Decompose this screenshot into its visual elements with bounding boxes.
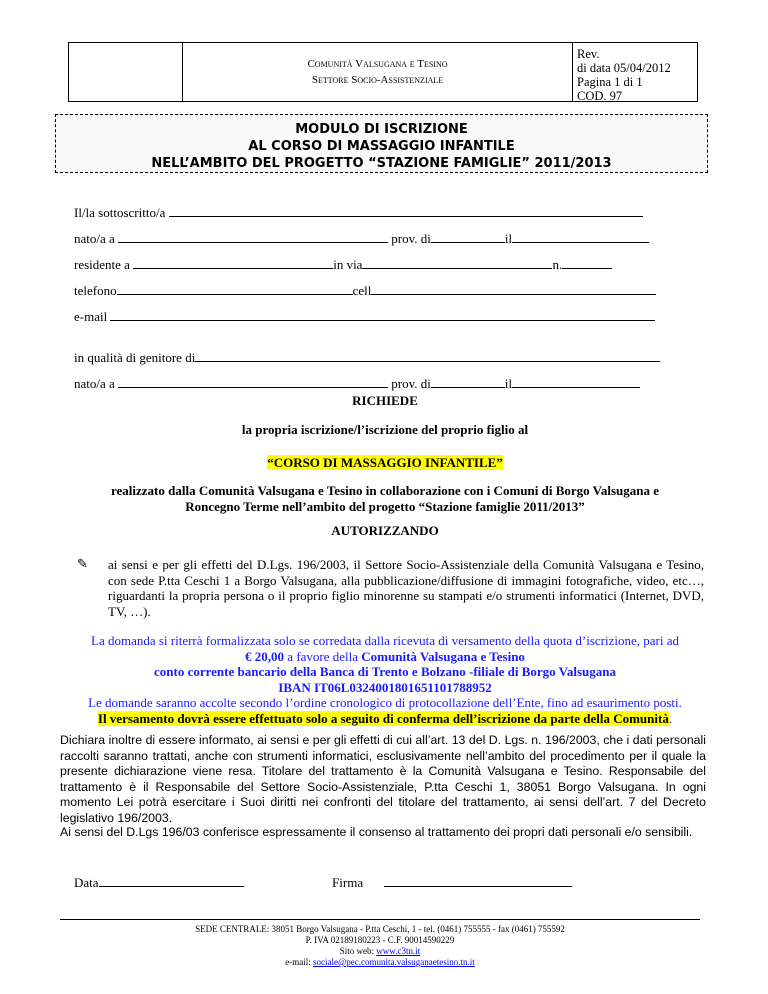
autorizzando-heading: AUTORIZZANDO <box>331 523 439 538</box>
genitore-input[interactable] <box>195 350 660 362</box>
payment-order: Le domande saranno accolte secondo l’ordine cronologico di protocollazione dell’Ente, fino ad esaurimento posti. <box>88 695 682 710</box>
website-link[interactable]: www.c3tn.it <box>376 946 421 956</box>
footer-address: SEDE CENTRALE: 38051 Borgo Valsugana - P.tta Ceschi, 1 - tel. (0461) 755555 - fax (0461) 755592 <box>195 924 565 934</box>
email-input[interactable] <box>110 309 655 321</box>
prov-label: prov. di <box>391 231 431 246</box>
nato-label: nato/a a <box>74 231 115 246</box>
payment-iban: IBAN IT06L0324001801651101788952 <box>278 679 492 695</box>
email-label: e-mail <box>74 309 108 324</box>
consent-text: Ai sensi del D.Lgs 196/03 conferisce espressamente il consenso al trattamento dei propri dati personali e/o sensibili. <box>60 825 693 839</box>
org-name: Comunità Valsugana e Tesino <box>307 58 448 70</box>
email-link[interactable]: sociale@pec.comunita.valsuganaetesino.tn.it <box>313 957 475 967</box>
revision-cell <box>573 43 697 101</box>
payment-warning: Il versamento dovrà essere effettuato solo a seguito di conferma dell’iscrizione da parte della Comunità. <box>97 710 673 726</box>
payment-line-1: La domanda si riterrà formalizzata solo se corredata dalla ricevuta di versamento della quota d’iscrizione, pari ad <box>91 633 679 648</box>
field-row-residenza <box>74 257 674 273</box>
footer <box>60 919 700 968</box>
civico-label: n. <box>552 257 563 272</box>
prov2-label: prov. di <box>391 376 431 391</box>
date-input[interactable] <box>512 231 649 243</box>
via-input[interactable] <box>362 257 552 269</box>
telefono-input[interactable] <box>117 283 353 295</box>
prov-input[interactable] <box>431 231 505 243</box>
signature-row <box>74 875 674 891</box>
nato2-label: nato/a a <box>74 376 115 391</box>
footer-tax: P. IVA 02189180223 - C.F. 90014590229 <box>305 935 455 945</box>
payment-line-2: € 20,00 a favore della Comunità Valsugana e Tesino <box>245 648 525 664</box>
il2-label: il <box>504 376 513 391</box>
page-number: Pagina 1 di 1 <box>577 75 643 89</box>
footer-email: e-mail: sociale@pec.comunita.valsuganaetesino.tn.it <box>285 957 475 967</box>
autorizzando-text: ai sensi e per gli effetti del D.Lgs. 196/2003, il Settore Socio-Assistenziale della Comunità Valsugana e Tesino, con sede P.tta Ceschi 1 a Borgo Valsugana, alla pubblicazione/diffusione di immagini fotografiche, video, etc…, riguardanti la propria persona o il proprio figlio minorenne su stampati e/o strumenti informatici (Internet, DVD, TV, …). <box>108 557 704 619</box>
telefono-label: telefono <box>74 283 117 298</box>
logo-cell <box>69 43 183 101</box>
residente-input[interactable] <box>133 257 333 269</box>
field-row-email <box>74 309 674 325</box>
course-name: “CORSO DI MASSAGGIO INFANTILE” <box>267 455 503 470</box>
title-line-3: NELL’AMBITO DEL PROGETTO “STAZIONE FAMIGLIE” 2011/2013 <box>151 156 612 171</box>
rev-label: Rev. <box>577 47 600 61</box>
field-row-telefono <box>74 283 674 299</box>
data-label: Data <box>74 875 99 890</box>
cell-input[interactable] <box>371 283 656 295</box>
sottoscritto-label: Il/la sottoscritto/a <box>74 205 166 220</box>
field-row-nascita-figlio <box>74 376 674 392</box>
nato-input[interactable] <box>118 231 388 243</box>
field-row-genitore <box>74 350 674 366</box>
civico-input[interactable] <box>562 257 612 269</box>
residente-label: residente a <box>74 257 130 272</box>
pencil-icon: ✎ <box>77 556 88 571</box>
footer-web: Sito web: www.c3tn.it <box>339 946 421 956</box>
field-row-sottoscritto <box>74 205 674 221</box>
firma-label: Firma <box>332 875 364 890</box>
nato2-input[interactable] <box>118 376 388 388</box>
title-line-1: MODULO DI ISCRIZIONE <box>295 122 468 137</box>
genitore-label: in qualità di genitore di <box>74 350 196 365</box>
firma-input[interactable] <box>384 875 572 887</box>
doc-code: COD. 97 <box>577 89 623 103</box>
form-title <box>55 114 708 173</box>
header-table <box>68 42 698 102</box>
richiede-line-1: la propria iscrizione/l’iscrizione del proprio figlio al <box>241 422 529 437</box>
richiede-heading: RICHIEDE <box>352 393 418 408</box>
date2-input[interactable] <box>512 376 640 388</box>
cell-label: cell <box>352 283 372 298</box>
il-label: il <box>504 231 513 246</box>
org-department: Settore Socio-Assistenziale <box>311 74 444 86</box>
field-row-nascita <box>74 231 674 247</box>
data-input[interactable] <box>99 875 244 887</box>
payment-bank: conto corrente bancario della Banca di Trento e Bolzano -filiale di Borgo Valsugana <box>154 664 616 679</box>
organization-cell <box>183 43 573 101</box>
title-line-2: AL CORSO DI MASSAGGIO INFANTILE <box>248 139 515 154</box>
privacy-text: Dichiara inoltre di essere informato, ai sensi e per gli effetti di cui all’art. 13 del D. Lgs. n. 196/2003, che i dati personali raccolti saranno trattati, anche con strumenti informatici, esclusivamente nell’ambito del procedimento per il quale la presente dichiarazione viene resa. Titolare del trattamento è la Comunità Valsugana e Tesino. Responsabile del trattamento è il Responsabile del Settore Socio-Assistenziale, P.tta Ceschi 1, 38051 Borgo Valsugana. In ogni momento Lei potrà esercitare i Suoi diritti nei confronti del titolare del trattamento, ai sensi dell’art. 7 del Decreto legislativo 196/2003. <box>60 733 706 825</box>
payment-block <box>60 633 710 726</box>
richiede-description: realizzato dalla Comunità Valsugana e Tesino in collaborazione con i Comuni di Borgo Valsugana e Roncegno Terme nell’ambito del progetto “Stazione famiglie 2011/2013” <box>110 483 659 514</box>
rev-date: di data 05/04/2012 <box>577 61 671 75</box>
prov2-input[interactable] <box>431 376 505 388</box>
via-label: in via <box>333 257 363 272</box>
sottoscritto-input[interactable] <box>169 205 643 217</box>
